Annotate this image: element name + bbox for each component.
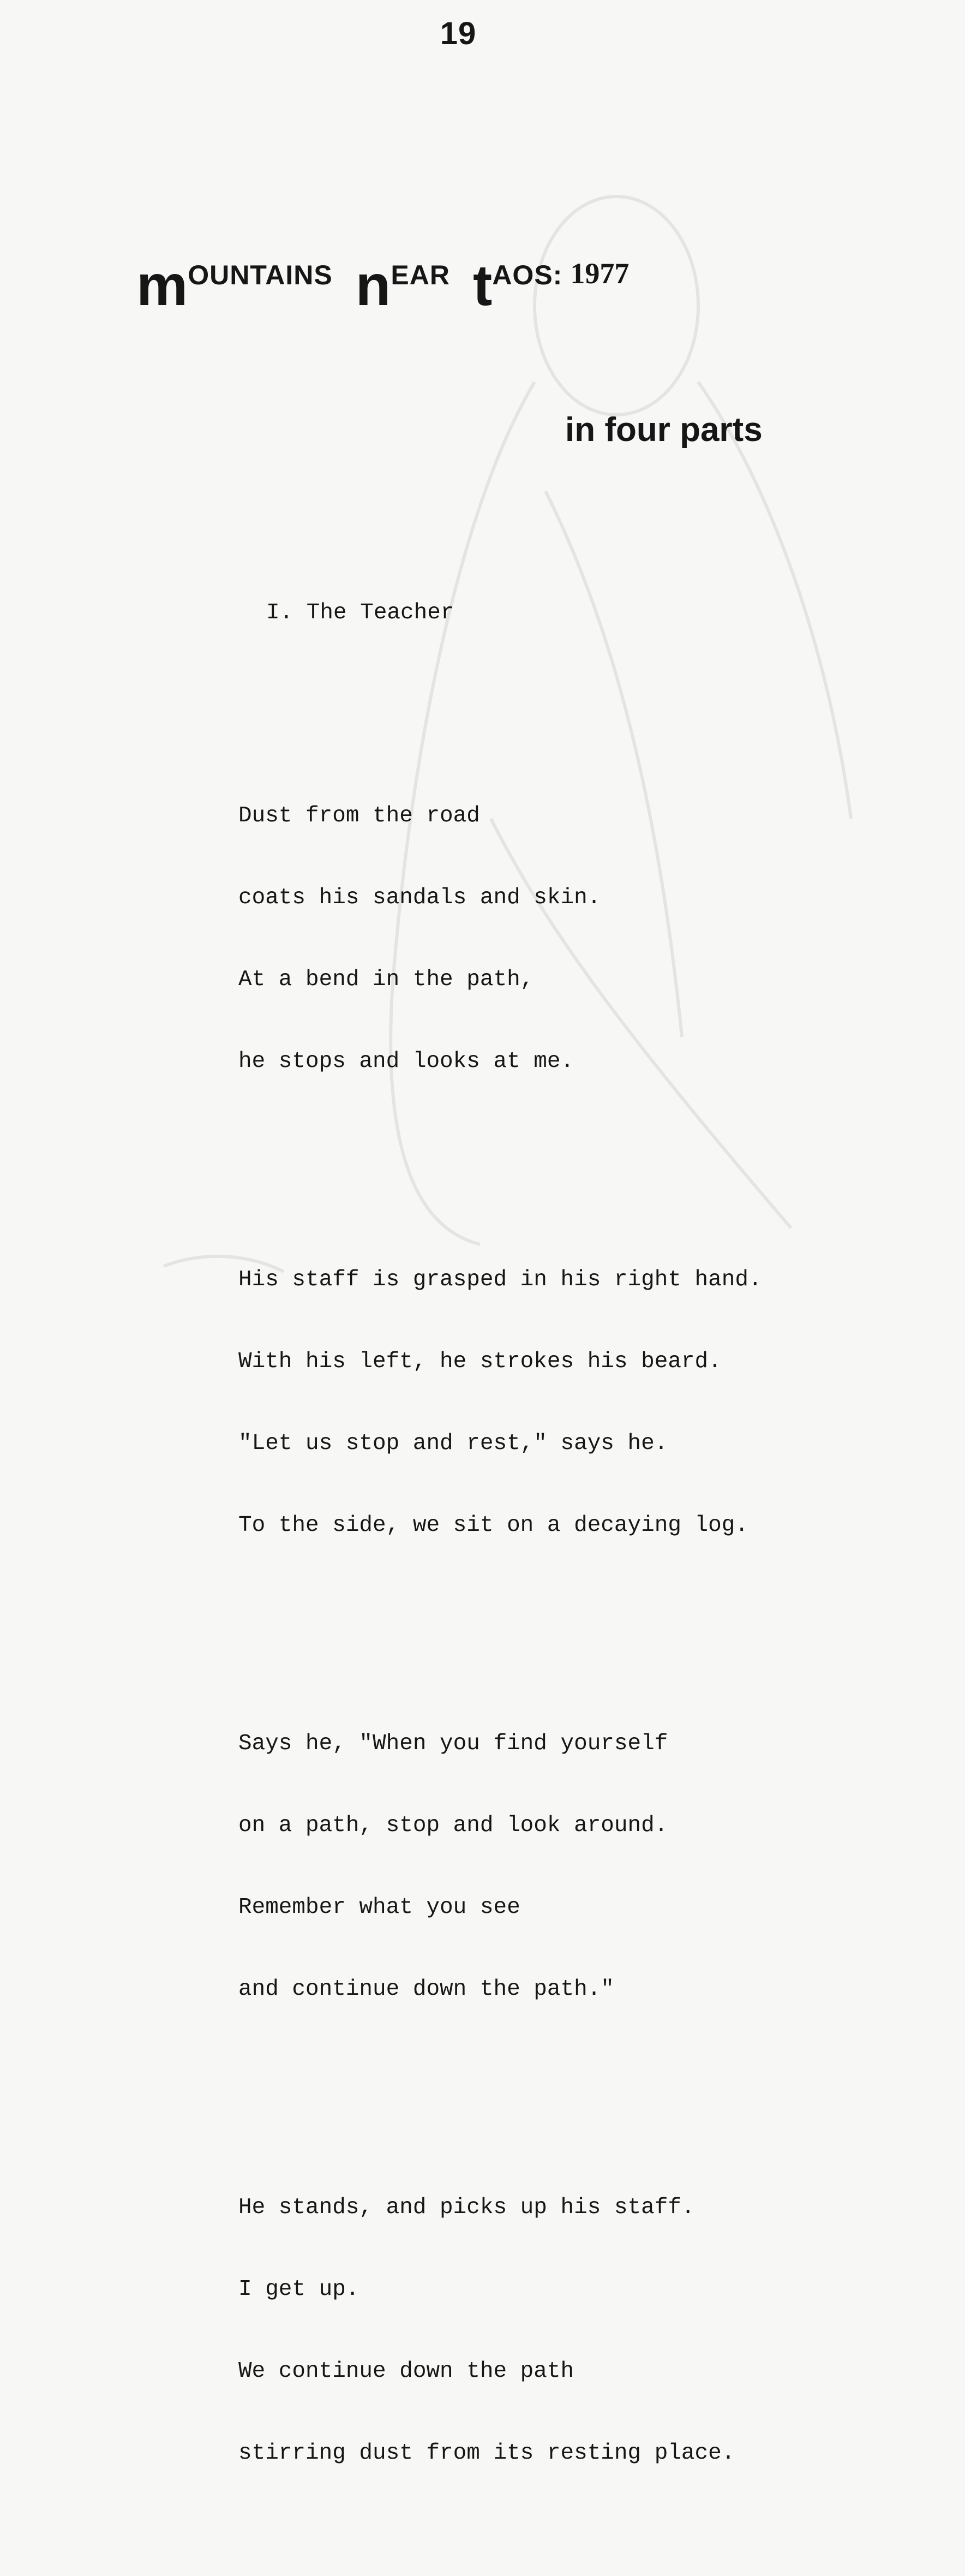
poem-line: With his left, he strokes his beard. xyxy=(238,1349,722,1374)
poem-line: I get up. xyxy=(238,2277,359,2302)
page-number: 19 xyxy=(440,16,477,51)
stanza xyxy=(238,1675,762,2058)
poem-line: Says he, "When you find yourself xyxy=(238,1731,668,1756)
title-initial-n: n xyxy=(355,253,391,318)
poem-line: "Let us stop and rest," says he. xyxy=(238,1431,668,1456)
poem-line: stirring dust from its resting place. xyxy=(238,2441,735,2466)
title-word-aos: AOS: xyxy=(492,260,563,290)
stanza xyxy=(238,748,762,1130)
poem-line: He stands, and picks up his staff. xyxy=(238,2195,695,2220)
poem-line: Dust from the road xyxy=(238,803,480,828)
poem-line: he stops and looks at me. xyxy=(238,1049,574,1074)
title-initial-m: m xyxy=(136,253,188,318)
stanza xyxy=(238,2139,762,2521)
poem-line: At a bend in the path, xyxy=(238,967,534,992)
poem-title xyxy=(136,253,630,318)
poem-line: on a path, stop and look around. xyxy=(238,1813,668,1838)
title-year: 1977 xyxy=(570,257,630,290)
poem-line: and continue down the path." xyxy=(238,1977,614,2002)
poem-line: To the side, we sit on a decaying log. xyxy=(238,1513,748,1538)
poem-line: Remember what you see xyxy=(238,1895,520,1920)
section-heading: I. The Teacher xyxy=(266,600,454,625)
title-word-ear: EAR xyxy=(391,260,450,290)
poem-line: coats his sandals and skin. xyxy=(238,885,601,910)
title-initial-t: t xyxy=(473,253,493,318)
poem-line: His staff is grasped in his right hand. xyxy=(238,1267,762,1292)
poem-body xyxy=(238,693,762,2576)
stanza xyxy=(238,1212,762,1594)
title-word-ountains: OUNTAINS xyxy=(188,260,333,290)
poem-subtitle: in four parts xyxy=(565,411,763,449)
poem-line: We continue down the path xyxy=(238,2359,574,2384)
